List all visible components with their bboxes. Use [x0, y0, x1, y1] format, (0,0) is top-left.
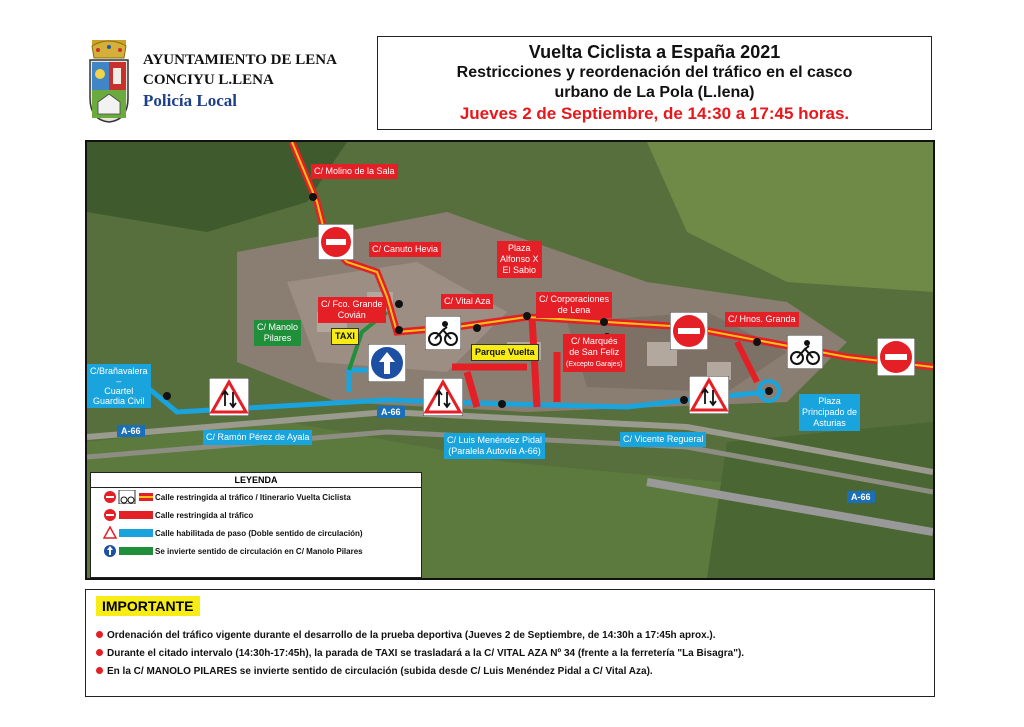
title-sub1: Restricciones y reordenación del tráfico en el casco: [456, 64, 853, 81]
label-plaza-alfonso-x: Plaza Alfonso X El Sabio: [497, 241, 542, 278]
cyclist-icon: [425, 316, 461, 350]
label-luis-menendez-pidal: C/ Luis Menéndez Pidal (Paralela Autovía A-66): [444, 433, 545, 459]
legend-text: Calle restringida al tráfico / Itinerario Vuelta Ciclista: [155, 492, 351, 502]
no-entry-icon: [318, 224, 354, 260]
legend-row: [91, 524, 421, 542]
label-branavalera: C/Brañavalera – Cuartel Guardia Civil: [87, 364, 151, 408]
important-text: Durante el citado intervalo (14:30h-17:45h), la parada de TAXI se trasladará a la C/ VITAL AZA Nº 34 (frente a la ferretería "La Bisagra").: [107, 648, 745, 659]
important-item: [96, 666, 653, 677]
road-a66-label: A-66: [117, 425, 145, 437]
label-fco-grande-covian: C/ Fco. Grande Covián: [318, 297, 386, 323]
no-entry-icon: [877, 338, 915, 376]
important-title: IMPORTANTE: [96, 596, 200, 616]
legend-text: Calle restringida al tráfico: [155, 510, 254, 520]
label-corporaciones-de-lena: C/ Corporaciones de Lena: [536, 292, 612, 318]
bullet-icon: [96, 649, 103, 656]
legend-row: [91, 542, 421, 560]
legend-row: [91, 488, 421, 506]
important-text: Ordenación del tráfico vigente durante el desarrollo de la prueba deportiva (Jueves 2 de Septiembre, de 14:30h a 17:45h aprox.).: [107, 630, 716, 641]
label-ramon-perez-de-ayala: C/ Ramón Pérez de Ayala: [203, 430, 312, 445]
label-plaza-principado-de-asturias: Plaza Principado de Asturias: [799, 394, 860, 431]
org-department: Policía Local: [143, 91, 237, 110]
one-way-up-icon: [368, 344, 406, 382]
important-notice: [85, 589, 935, 697]
title-date: Jueves 2 de Septiembre, de 14:30 a 17:45 horas.: [459, 104, 850, 123]
bullet-icon: [96, 667, 103, 674]
legend-text: Se invierte sentido de circulación en C/ Manolo Pilares: [155, 546, 363, 556]
label-manolo-pilares: C/ Manolo Pilares: [254, 320, 301, 346]
no-entry-icon: [103, 508, 155, 522]
road-a66-label: A-66: [377, 406, 405, 418]
map-legend: [90, 472, 422, 578]
label-taxi: TAXI: [331, 328, 359, 345]
legend-row: [91, 506, 421, 524]
org-name-line1: AYUNTAMIENTO DE LENA: [143, 52, 337, 68]
important-item: [96, 630, 716, 641]
label-vicente-regueral: C/ Vicente Regueral: [620, 432, 706, 447]
two-way-warning-icon: [103, 526, 155, 540]
label-canuto-hevia: C/ Canuto Hevia: [369, 242, 441, 257]
two-way-warning-icon: [423, 378, 463, 416]
one-way-up-icon: [103, 544, 155, 558]
two-way-warning-icon: [689, 376, 729, 414]
org-name-line2: CONCIYU L.LENA: [143, 72, 274, 88]
important-text: En la C/ MANOLO PILARES se invierte sentido de circulación (subida desde C/ Luis Menéndez Pidal a C/ Vital Aza).: [107, 666, 653, 677]
bullet-icon: [96, 631, 103, 638]
label-hnos-granda: C/ Hnos. Granda: [725, 312, 799, 327]
label-molino-de-la-sala: C/ Molino de la Sala: [311, 164, 398, 179]
traffic-map: [85, 140, 935, 580]
legend-title: LEYENDA: [91, 473, 421, 488]
label-marques-de-san-feliz: [563, 334, 625, 372]
label-marques-text: C/ Marqués de San Feliz: [569, 336, 620, 357]
coat-of-arms-icon: [86, 38, 132, 124]
label-parque-vuelta: Parque Vuelta: [471, 344, 539, 361]
legend-text: Calle habilitada de paso (Doble sentido de circulación): [155, 528, 363, 538]
no-entry-cyclist-icon: [103, 490, 155, 504]
title-box: [377, 36, 932, 130]
no-entry-icon: [670, 312, 708, 350]
title-main: Vuelta Ciclista a España 2021: [528, 42, 781, 62]
two-way-warning-icon: [209, 378, 249, 416]
road-a66-label: A-66: [847, 491, 875, 503]
label-vital-aza: C/ Vital Aza: [441, 294, 493, 309]
cyclist-icon: [787, 335, 823, 369]
title-sub2: urbano de La Pola (L.lena): [554, 84, 755, 101]
label-marques-note: (Excepto Garajes): [566, 361, 623, 368]
important-item: [96, 648, 744, 659]
